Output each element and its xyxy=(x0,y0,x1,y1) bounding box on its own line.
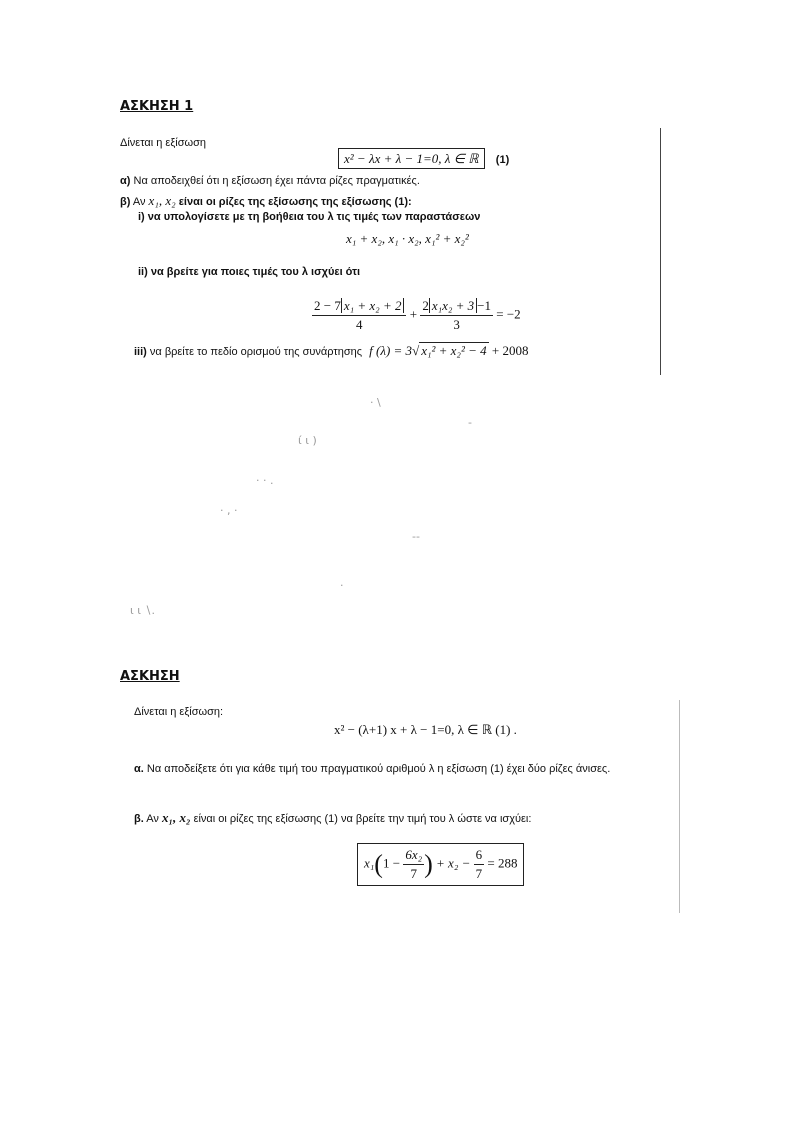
part-ii-formula xyxy=(312,298,521,333)
function-radicand: x₁² + x₂² − 4 xyxy=(421,343,487,358)
part-ii-label: ii) xyxy=(138,266,148,278)
exercise-1-part-ii xyxy=(138,266,360,278)
part-b-label: β. xyxy=(134,813,144,825)
part-a-text: Να αποδειχθεί ότι η εξίσωση έχει πάντα ρίζες πραγματικές. xyxy=(133,175,420,187)
right-hand-side: = −2 xyxy=(496,306,521,322)
part-b-pre: Αν xyxy=(132,196,146,208)
final-rhs: = 288 xyxy=(487,855,518,871)
part-b-text: είναι οι ρίζες της εξίσωσης της εξίσωσης (1): xyxy=(178,196,412,208)
part-b-label: β) xyxy=(120,196,131,208)
scan-mark: · \ xyxy=(370,396,381,409)
exercise-2-equation: x² − (λ+1) x + λ − 1=0, λ ∈ ℝ (1) . xyxy=(334,722,517,737)
function-suffix: + 2008 xyxy=(491,343,529,358)
final-x1: x₁ xyxy=(364,855,375,871)
final-fraction-two-numerator: 6 xyxy=(474,847,485,865)
scan-mark: · · . xyxy=(256,474,274,487)
part-ii-text: να βρείτε για ποιες τιμές του λ ισχύει ότι xyxy=(150,266,361,278)
part-a-label: α) xyxy=(120,175,131,187)
part-iii-label: iii) xyxy=(134,346,147,358)
part-a-text: Να αποδείξετε ότι για κάθε τιμή του πραγματικού αριθμού λ η εξίσωση (1) έχει δύο ρίζες άνισες. xyxy=(146,763,611,775)
part-iii-function: f (λ) = 3√ x₁² + x₂² − 4 + 2008 xyxy=(369,343,529,358)
equation-label: (1) xyxy=(495,154,510,166)
exercise-2-given: Δίνεται η εξίσωση: xyxy=(134,706,224,718)
fraction-one-prefix: 2 − 7 xyxy=(314,298,341,313)
exercise-2-right-border xyxy=(679,700,680,913)
exercise-1-equation xyxy=(338,151,509,167)
fraction-two-abs: x₁x₂ + 3 xyxy=(429,298,477,313)
exercise-1-given: Δίνεται η εξίσωση xyxy=(120,137,206,149)
plus-sign: + xyxy=(409,306,418,322)
function-prefix: f (λ) = 3 xyxy=(369,343,413,358)
exercise-1-part-b xyxy=(120,193,412,209)
fraction-two xyxy=(420,298,493,333)
fraction-one xyxy=(312,298,406,333)
exercise-2-part-b xyxy=(134,810,531,826)
part-i-text: να υπολογίσετε με τη βοήθεια του λ τις τιμές των παραστάσεων xyxy=(147,211,481,223)
part-b-roots: x₁, x₂ xyxy=(161,810,191,825)
fraction-one-denominator: 4 xyxy=(355,317,363,332)
part-b-text: είναι οι ρίζες της εξίσωσης (1) να βρείτε την τιμή του λ ώστε να ισχύει: xyxy=(193,813,532,825)
final-middle: + x₂ − xyxy=(436,855,471,871)
scan-mark: ι ι ∖. xyxy=(130,604,155,617)
part-b-pre: Αν xyxy=(146,813,159,825)
fraction-one-abs: x₁ + x₂ + 2 xyxy=(341,298,405,313)
exercise-2-final-equation: x₁(1 − $\frac{\text{6x₂}}{7}$ ) + x₂ − $\frac{6}{7}$ = 288 xyxy=(357,843,524,886)
exercise-1-part-i xyxy=(138,211,480,223)
fraction-two-denominator: 3 xyxy=(453,317,460,332)
final-one-minus: 1 − xyxy=(382,855,401,871)
part-i-expressions: x₁ + x₂, x₁ · x₂, x₁² + x₂² xyxy=(346,231,469,246)
fraction-two-suffix: −1 xyxy=(477,298,492,313)
exercise-2-heading: ΑΣΚΗΣΗ xyxy=(120,669,180,684)
part-i-label: i) xyxy=(138,211,145,223)
exercise-2-part-a xyxy=(134,763,610,775)
scan-mark: . xyxy=(340,576,344,589)
scan-mark: -- xyxy=(412,530,420,543)
part-iii-text: να βρείτε το πεδίο ορισμού της συνάρτησης xyxy=(149,346,363,358)
scan-mark: · , · xyxy=(220,504,238,517)
scan-mark: ί ι ) xyxy=(298,434,317,447)
exercise-1-heading: ΑΣΚΗΣΗ 1 xyxy=(120,99,194,114)
final-fraction-two-denominator: 7 xyxy=(475,866,483,881)
final-fraction-one-numerator: 6x₂ xyxy=(403,847,424,865)
part-a-label: α. xyxy=(134,763,144,775)
exercise-1-part-a xyxy=(120,175,420,187)
exercise-1-right-border xyxy=(660,128,661,375)
scan-mark: - xyxy=(468,416,472,429)
fraction-two-prefix: 2 xyxy=(422,298,429,313)
exercise-1-part-iii xyxy=(134,343,528,359)
equation-box: x² − λx + λ − 1=0, λ ∈ ℝ xyxy=(338,148,485,169)
final-fraction-two xyxy=(474,847,485,882)
final-fraction-one xyxy=(403,847,424,882)
part-b-roots: x₁, x₂ xyxy=(148,193,176,208)
final-fraction-one-denominator: 7 xyxy=(410,866,417,881)
